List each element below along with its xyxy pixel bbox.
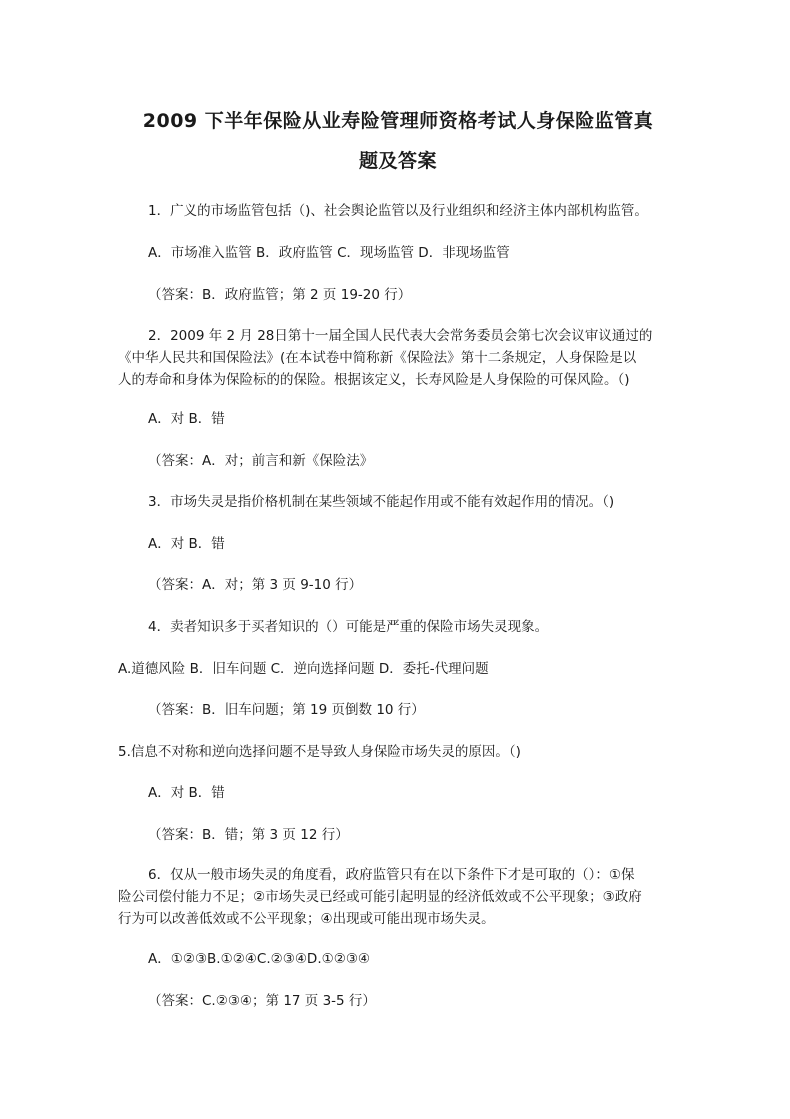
question-6-line2: 险公司偿付能力不足；②市场失灵已经或可能引起明显的经济低效或不公平现象；③政府 [118,889,642,905]
document-title-line1: 2009 下半年保险从业寿险管理师资格考试人身保险监管真 [142,110,654,132]
question-1: 1．广义的市场监管包括（)、社会舆论监管以及行业组织和经济主体内部机构监管。 [148,203,648,219]
options-2: A．对 B．错 [148,411,225,427]
options-3: A．对 B．错 [148,536,225,552]
options-4: A.道德风险 B．旧车问题 C．逆向选择问题 D．委托-代理问题 [118,661,489,677]
question-2-line2: 《中华人民共和国保险法》(在本试卷中简称新《保险法》第十二条规定，人身保险是以 [118,350,637,366]
question-2-line3: 人的寿命和身体为保险标的的保险。根据该定义，长寿风险是人身保险的可保风险。（) [118,372,630,388]
options-5: A．对 B．错 [148,785,225,801]
answer-6: （答案：C.②③④；第 17 页 3-5 行） [148,993,376,1009]
answer-2: （答案：A．对；前言和新《保险法》 [148,453,374,469]
options-6: A．①②③B.①②④C.②③④D.①②③④ [148,951,371,967]
document-title-line2: 题及答案 [358,150,437,172]
answer-5: （答案：B．错；第 3 页 12 行） [148,827,349,843]
question-6-line1: 6．仅从一般市场失灵的角度看，政府监管只有在以下条件下才是可取的（）：①保 [148,867,635,883]
question-5: 5.信息不对称和逆向选择问题不是导致人身保险市场失灵的原因。（) [118,744,521,760]
question-3: 3．市场失灵是指价格机制在某些领域不能起作用或不能有效起作用的情况。（) [148,494,615,510]
answer-4: （答案：B．旧车问题；第 19 页倒数 10 行） [148,702,425,718]
options-1: A．市场准入监管 B．政府监管 C．现场监管 D．非现场监管 [148,245,510,261]
question-6-line3: 行为可以改善低效或不公平现象；④出现或可能出现市场失灵。 [118,911,495,927]
answer-1: （答案：B．政府监管；第 2 页 19-20 行） [148,287,412,303]
question-2-line1: 2．2009 年 2 月 28日第十一届全国人民代表大会常务委员会第七次会议审议通过的 [148,328,653,344]
answer-3: （答案：A．对；第 3 页 9-10 行） [148,577,363,593]
question-4: 4．卖者知识多于买者知识的（）可能是严重的保险市场失灵现象。 [148,619,549,635]
